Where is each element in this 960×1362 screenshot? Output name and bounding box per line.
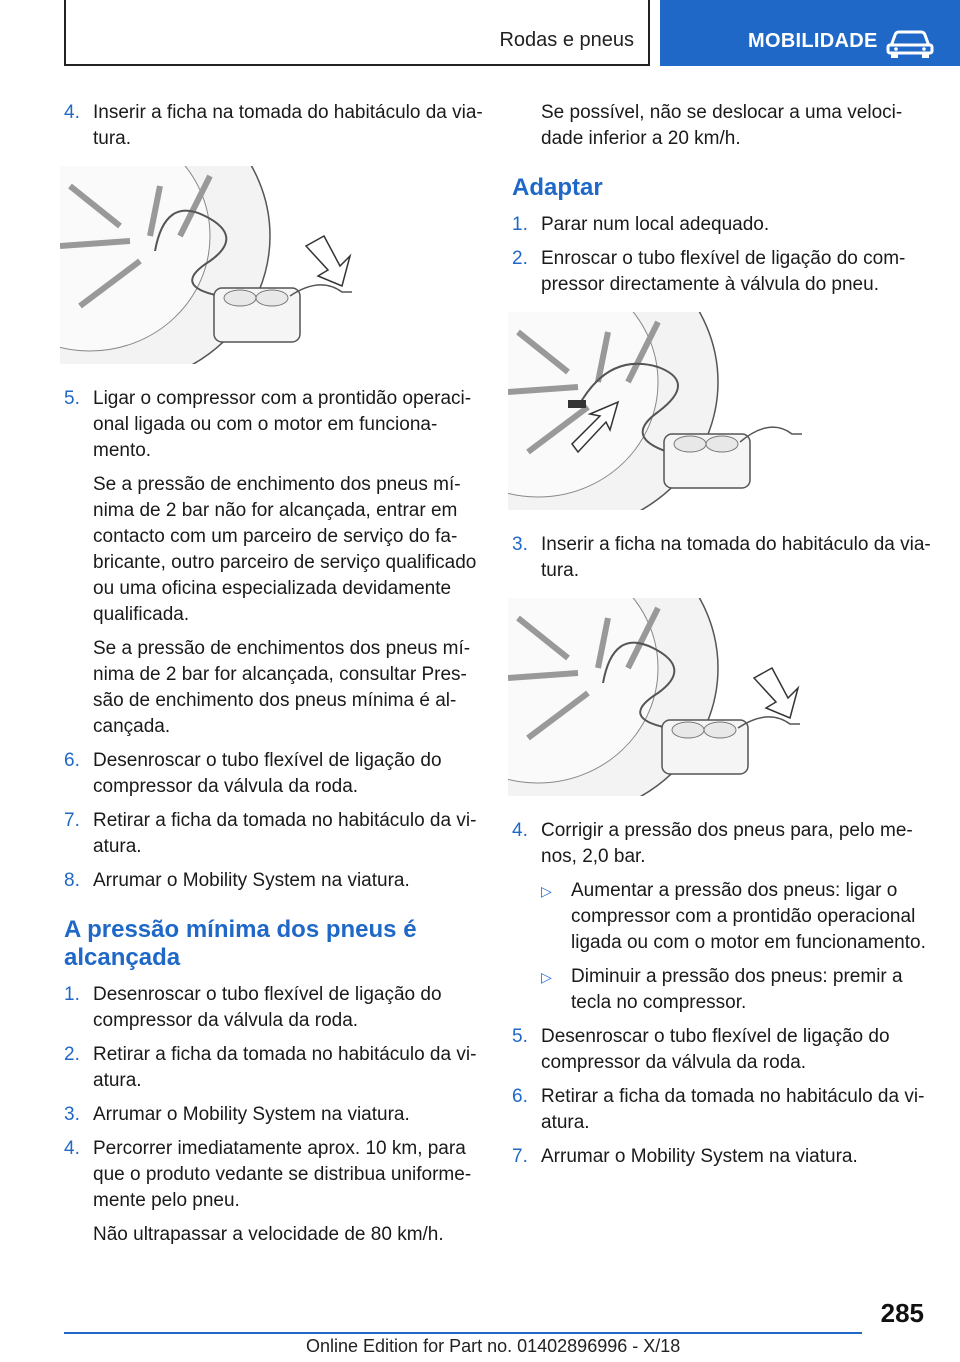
triangle-bullet-icon: ▷: [541, 883, 552, 899]
left-column: [64, 100, 486, 1256]
list-item: [64, 100, 486, 152]
list-item: [512, 212, 934, 238]
step-text: Percorrer imediatamente aprox. 10 km, para que o produto vedante se distribua uniformemente pelo pneu.: [93, 1138, 472, 1211]
step-text: Arrumar o Mobility System na viatura.: [93, 1104, 410, 1125]
step-text: Desenroscar o tubo flexível de ligação do compressor da válvula da roda.: [93, 984, 442, 1031]
step-number: 4.: [512, 820, 528, 841]
step-text: Inserir a ficha na tomada do habitáculo da viatura.: [93, 102, 483, 149]
step-number: 7.: [512, 1146, 528, 1167]
right-column: [512, 100, 934, 1178]
list-item: [64, 386, 486, 464]
list-item: [512, 1024, 934, 1076]
section-heading: A pressão mínima dos pneus é alcançada: [64, 916, 417, 971]
paragraph: Se possível, não se deslocar a uma velocidade inferior a 20 km/h.: [541, 102, 903, 149]
step-number: 3.: [512, 534, 528, 555]
list-item: [64, 1136, 486, 1214]
step-number: 6.: [512, 1086, 528, 1107]
step-number: 3.: [64, 1104, 80, 1125]
step-text: Retirar a ficha da tomada no habitáculo da viatura.: [93, 810, 477, 857]
step-text: Desenroscar o tubo flexível de ligação do compressor da válvula da roda.: [541, 1026, 890, 1073]
step-number: 5.: [512, 1026, 528, 1047]
section-heading: Adaptar: [512, 174, 603, 201]
sub-text: Aumentar a pressão dos pneus: ligar o compressor com a prontidão operacional ligada ou com o motor em funcionamento.: [571, 880, 926, 953]
step-text: Parar num local adequado.: [541, 214, 770, 235]
step-text: Arrumar o Mobility System na viatura.: [541, 1146, 858, 1167]
triangle-bullet-icon: ▷: [541, 969, 552, 985]
compressor-plug-figure: [64, 166, 486, 364]
step-number: 5.: [64, 388, 80, 409]
list-item: [512, 818, 934, 870]
chapter-tab[interactable]: [660, 0, 960, 66]
list-item: [64, 868, 486, 894]
step-number: 2.: [512, 248, 528, 269]
step-text: Corrigir a pressão dos pneus para, pelo menos, 2,0 bar.: [541, 820, 913, 867]
step-text: Arrumar o Mobility System na viatura.: [93, 870, 410, 891]
page-number: 285: [880, 1298, 924, 1328]
sub-list-item: [512, 964, 934, 1016]
sub-text: Diminuir a pressão dos pneus: premir a tecla no compressor.: [571, 966, 903, 1013]
step-number: 2.: [64, 1044, 80, 1065]
step-number: 4.: [64, 102, 80, 123]
step-text: Retirar a ficha da tomada no habitáculo da viatura.: [541, 1086, 925, 1133]
list-item: [512, 246, 934, 298]
list-item: [64, 982, 486, 1034]
list-item: [64, 1102, 486, 1128]
chapter-title: MOBILIDADE: [748, 30, 878, 52]
edition-note: Online Edition for Part no. 01402896996 - X/18: [306, 1336, 681, 1356]
compressor-plug-figure: [512, 598, 934, 796]
paragraph: Se a pressão de enchimentos dos pneus mínima de 2 bar for alcançada, consultar Pressão de enchimento dos pneus mínima é alcançada.: [93, 638, 471, 737]
header-section-box: [64, 0, 650, 66]
step-number: 7.: [64, 810, 80, 831]
list-item: [64, 808, 486, 860]
car-icon: [885, 26, 935, 58]
step-number: 1.: [512, 214, 528, 235]
paragraph: Se a pressão de enchimento dos pneus mínima de 2 bar não for alcançada, entrar em contacto com um parceiro de serviço do fabricante, outro parceiro de serviço qualificado ou uma oficina especializada devidamente qualificada.: [93, 474, 477, 625]
step-number: 8.: [64, 870, 80, 891]
sub-list-item: [512, 878, 934, 956]
step-text: Enroscar o tubo flexível de ligação do compressor directamente à válvula do pneu.: [541, 248, 906, 295]
paragraph: Não ultrapassar a velocidade de 80 km/h.: [93, 1224, 444, 1245]
footer-divider: [64, 1332, 862, 1334]
step-number: 6.: [64, 750, 80, 771]
section-title: Rodas e pneus: [499, 29, 634, 51]
step-text: Retirar a ficha da tomada no habitáculo da viatura.: [93, 1044, 477, 1091]
step-text: Inserir a ficha na tomada do habitáculo da viatura.: [541, 534, 931, 581]
compressor-valve-figure: [512, 312, 934, 510]
list-item: [64, 748, 486, 800]
list-item: [512, 1144, 934, 1170]
list-item: [64, 1042, 486, 1094]
step-text: Desenroscar o tubo flexível de ligação do compressor da válvula da roda.: [93, 750, 442, 797]
list-item: [512, 532, 934, 584]
step-text: Ligar o compressor com a prontidão operacional ligada ou com o motor em funcionamento.: [93, 388, 472, 461]
list-item: [512, 1084, 934, 1136]
step-number: 4.: [64, 1138, 80, 1159]
step-number: 1.: [64, 984, 80, 1005]
